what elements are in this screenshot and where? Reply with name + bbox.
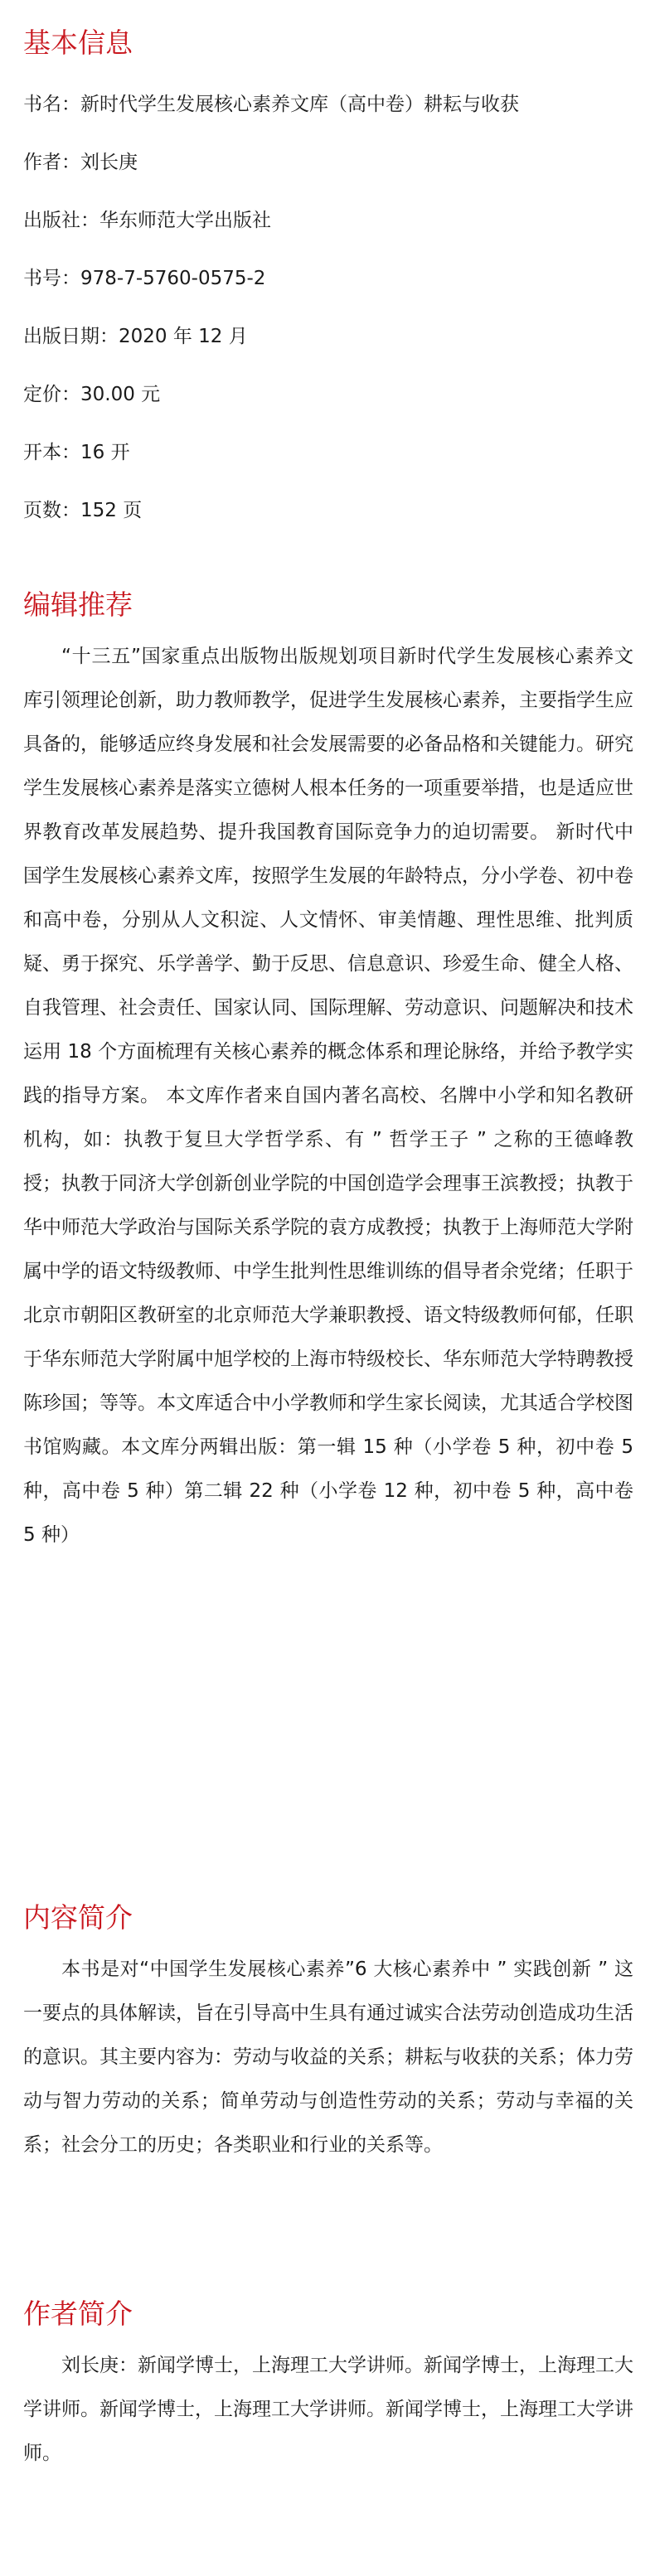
content-summary-text: 本书是对“中国学生发展核心素养”6 大核心素养中 ” 实践创新 ” 这一要点的具体解读，旨在引导高中生具有通过诚实合法劳动创造成功生活的意识。其主要内容为：劳动与收益的关系；耕耘与收获的关系；体力劳动与智力劳动的关系；简单劳动与创造性劳动的关系；劳动与幸福的关系；社会分工的历史；各类职业和行业的关系等。	[23, 1959, 633, 2156]
basic-info-section	[23, 0, 633, 525]
editor-recommendation-heading: 编辑推荐	[23, 588, 133, 621]
content-summary-heading: 内容简介	[23, 1901, 133, 1934]
info-author: 作者：刘长庚	[23, 152, 138, 173]
info-price: 定价：30.00 元	[23, 384, 161, 405]
editor-recommendation-section	[23, 587, 633, 1557]
info-publish-date: 出版日期：2020 年 12 月	[23, 326, 248, 347]
basic-info-heading: 基本信息	[23, 27, 133, 59]
editor-recommendation-text: “十三五”国家重点出版物出版规划项目新时代学生发展核心素养文库引领理论创新，助力教师教学，促进学生发展核心素养，主要指学生应具备的，能够适应终身发展和社会发展需要的必备品格和关键能力。研究学生发展核心素养是落实立德树人根本任务的一项重要举措，也是适应世界教育改革发展趋势、提升我国教育国际竞争力的迫切需要。 新时代中国学生发展核心素养文库，按照学生发展的年龄特点，分小学卷、初中卷和高中卷，分别从人文积淀、人文情怀、审美情趣、理性思维、批判质疑、勇于探究、乐学善学、勤于反思、信息意识、珍爱生命、健全人格、自我管理、社会责任、国家认同、国际理解、劳动意识、问题解决和技术运用 18 个方面梳理有关核心素养的概念体系和理论脉络，并给予教学实践的指导方案。 本文库作者来自国内著名高校、名牌中小学和知名教研机构，如：执教于复旦大学哲学系、有 ” 哲学王子 ” 之称的王德峰教授；执教于同济大学创新创业学院的中国创造学会理事王滨教授；执教于华中师范大学政治与国际关系学院的袁方成教授；执教于上海师范大学附属中学的语文特级教师、中学生批判性思维训练的倡导者余党绪；任职于北京市朝阳区教研室的北京师范大学兼职教授、语文特级教师何郁，任职于华东师范大学附属中旭学校的上海市特级校长、华东师范大学特聘教授陈珍国；等等。本文库适合中小学教师和学生家长阅读，尤其适合学校图书馆购藏。本文库分两辑出版：第一辑 15 种（小学卷 5 种，初中卷 5 种，高中卷 5 种）第二辑 22 种（小学卷 12 种，初中卷 5 种，高中卷 5 种）	[23, 646, 633, 1546]
author-intro-text: 刘长庚：新闻学博士，上海理工大学讲师。新闻学博士，上海理工大学讲师。新闻学博士，上海理工大学讲师。新闻学博士，上海理工大学讲师。	[23, 2355, 633, 2464]
basic-info-list	[23, 90, 633, 525]
info-publisher: 出版社：华东师范大学出版社	[23, 210, 271, 231]
info-isbn: 书号：978-7-5760-0575-2	[23, 268, 266, 289]
info-format: 开本：16 开	[23, 442, 130, 463]
author-intro-section	[23, 2296, 633, 2476]
content-summary-section	[23, 1900, 633, 2167]
author-intro-heading: 作者简介	[23, 2298, 133, 2330]
info-pages: 页数：152 页	[23, 500, 143, 521]
info-title: 书名：新时代学生发展核心素养文库（高中卷）耕耘与收获	[23, 94, 519, 115]
